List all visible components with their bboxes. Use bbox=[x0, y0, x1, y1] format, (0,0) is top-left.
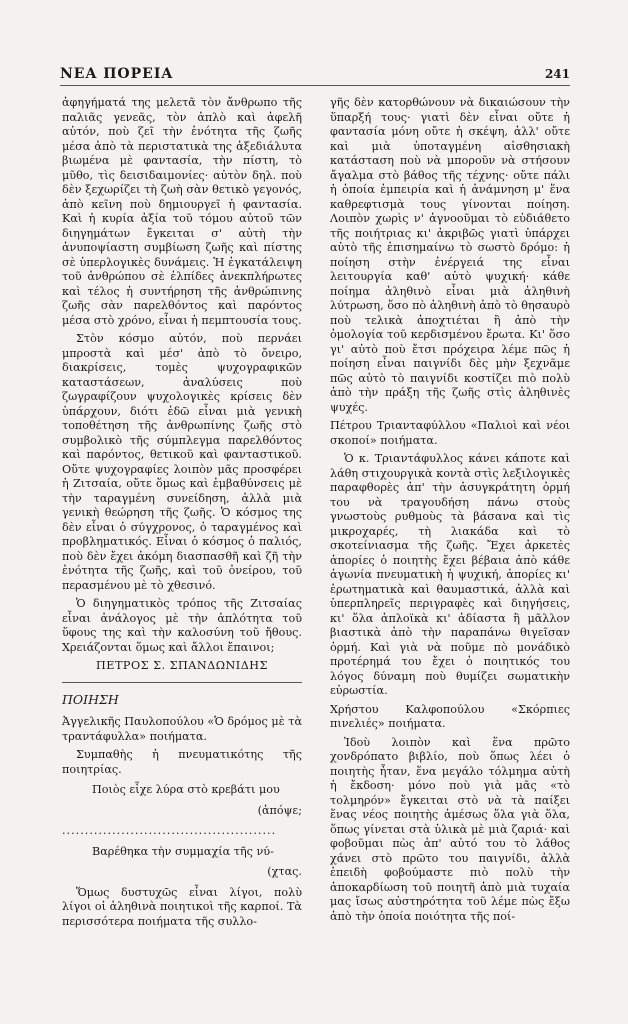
paragraph: γῆς δὲν κατορθώνουν νὰ δικαιώσουν τὴν ὕπαρξή τους· γιατὶ δὲν εἶναι οὔτε ἡ φαντασία μόνη οὔτε ἡ σκέψη, ἀλλ' οὔτε καὶ μιὰ ὑποταγμένη αἰσθησιακὴ κατάσταση ποὺ νὰ μποροῦν νὰ στήσουν ἄγαλμα στὸ βάθος τῆς τέχνης· οὔτε πάλι ἡ ὁποία ἐμπειρία καὶ ἡ ἀνάμνηση μ' ἕνα καθρεφτισμὰ τους γίνονται ποίηση. Λοιπὸν χωρὶς ν' ἀγνοοῦμαι τὸ εὐδιάθετο τῆς ποιήτριας κι' ἀκριβῶς γιατὶ ὑπάρχει αὐτὸ τῆς ἐπισημαίνω τὸ σωστὸ δρόμο: ἡ ποίηση στὴν ἐνέργειά της εἶναι λειτουργία καθ' αὐτὸ ψυχική· κάθε ποίημα ἀληθινὸ εἶναι μιὰ ἀληθινὴ λύτρωση, ὅσο πὸ ἀληθινὴ ἀπὸ τὸ θησαυρὸ ποὺ τελικὰ ἀποχτιέται ἢ ἀπὸ τὴν ὁμολογία τοῦ κερδισμένου ἔρωτα. Κι' ὅσο γι' αὐτὸ ποὺ ἔτσι πρόχειρα λέμε πῶς ἡ ποίηση εἶναι παιγνίδι δὲς μὴν ξεχνᾶμε πῶς αὐτὸ τὸ παιγνίδι κοστίζει πιὸ πολὺ ἀπὸ τὴν πράξη τῆς ζωῆς στὶς ἀληθινὲς ψυχές. bbox=[330, 96, 570, 414]
review-heading: Πέτρου Τριανταφύλλου «Παλιοὶ καὶ νέοι σκοποί» ποιήματα. bbox=[330, 419, 570, 447]
review-heading: Χρήστου Καλφοπούλου «Σκόρπιες πινελιές» ποιήματα. bbox=[330, 702, 570, 730]
paragraph: Ὁ κ. Τριαντάφυλλος κάνει κάποτε καὶ λάθη στιχουργικὰ κοντὰ στὶς λεξιλογικὲς παραφθορὲς ἀπ' τὴν ἀσυγκράτητη ὁρμή του νὰ τραγουδήση πάνω στοὺς γνωστοὺς ρυθμοὺς τὰ βάσανα καὶ τὶς μικροχαρές, τὴ λιακάδα καὶ τὸ σκοτείνιασμα τῆς ζωῆς. Ἔχει ἀρκετὲς ἀπορίες ὁ ποιητὴς ἔχει βέβαια ἀπὸ κάθε ἀγωνία πνευματικὴ ἡ ψυχική, ἀπορίες κι' ἐρωτηματικὰ καὶ θαυμαστικά, ἀλλὰ καὶ ὑπερπληρεῖς περιγραφὲς καὶ διηγήσεις, κι' ὅλα ἁπλοϊκὰ κι' ἀδίαστα ἢ μᾶλλον βιαστικὰ ἀπὸ τὴν παραπάνω θιγεῖσαν ὁρμή. Καὶ γιὰ νὰ ποῦμε πὸ μονάδικὸ προτέρημά του ἔχει ὁ ποιητικός του λόγος δύναμη ποὺ θυμίζει σωματικὴν εὐρωστία. bbox=[330, 452, 570, 697]
verse-line: Βαρέθηκα τὴν συμμαχία τῆς νύ- bbox=[92, 844, 274, 858]
section-heading: ΠΟΙΗΣΗ bbox=[62, 691, 119, 707]
page-header bbox=[60, 66, 570, 86]
author-signature: ΠΕΤΡΟΣ Σ. ΣΠΑΝΔΩΝΙΔΗΣ bbox=[96, 659, 268, 672]
paragraph: ἀφηγήματά της μελετᾶ τὸν ἄνθρωπο τῆς παλιᾶς γενεᾶς, τὸν ἁπλὸ καὶ ἀφελῆ αὐτόν, ποὺ ζεῖ τὴν ἑνότητα τῆς ζωῆς μέσα ἀπὸ τὰ περιστατικὰ της ἀξεδιάλυτα βιωμένα μὲ φαντασία, τὴν πίστη, τὸ μῦθο, τὶς δεισιδαιμονίες· αὐτὸν δηλ. ποὺ δὲν ξεχωρίζει τὴ ζωὴ σὰν θετικὸ γεγονός, ἀπὸ κεῖνη ποὺ δημιουργεῖ ἡ φαντασία. Καὶ ἡ κυρία ἀξία τοῦ τόμου αὐτοῦ τῶν διηγημάτων ἔγκειται σ' αὐτὴ τὴν ἀνυποψίαστη συμβίωση ζωῆς καὶ πίστης σὲ ὑπερλογικὲς δυνάμεις. Ἡ ἐγκατάλειψη τοῦ ἀνθρώπου σὲ ἐλπίδες ἀνεκπλήρωτες καὶ τέλος ἡ συντήρηση τῆς ἀνθρώπινης ζωῆς σὰν παρελθόντος καὶ παρόντος μέσα στὸ χρόνο, εἶναι ἡ πεμπτουσία τους. bbox=[62, 96, 302, 327]
paragraph: Ὅμως δυστυχῶς εἶναι λίγοι, πολὺ λίγοι οἱ ἀληθινὰ ποιητικοὶ τῆς καρποί. Τὰ περισσότερα ποιήματα τῆς συλλο- bbox=[62, 885, 302, 928]
paragraph: Στὸν κόσμο αὐτόν, ποὺ περνάει μπροστὰ καὶ μέσ' ἀπὸ τὸ ὄνειρο, διακρίσεις, τομὲς ψυχογραφικῶν καταστάσεων, ἀναλύσεις ποὺ ζωγραφίζουν ψυχολογικὲς κρίσεις δὲν ὑπάρχουν, διότι ἐδῶ εἶναι μιὰ γενικὴ τοποθέτηση τῆς ἀνθρωπίνης ζωῆς στὸ συμβολικὸ τῆς σύμπλεγμα παρελθόντος καὶ παρόντος, θετικοῦ καὶ φανταστικοῦ. Οὔτε ψυχογραφίες λοιπὸν μᾶς προσφέρει ἡ Ζιτσαία, οὔτε ὅμως καὶ ἐμβαθύνσεις μὲ τὴν ταραγμένη συνείδηση, ἀλλὰ μιὰ γενικὴ θεώρηση τῆς ζωῆς. Ὁ κόσμος της δὲν εἶναι ὁ σύγχρονος, ὁ ταραγμένος καὶ προβληματικός. Εἶναι ὁ κόσμος ὁ παλιός, ποὺ δὲν ἔχει ἀκόμη διασπασθῆ καὶ ζῆ τὴν ἑνότητα τῆς ζωῆς, καὶ τοῦ ὀνείρου, τοῦ περασμένου μὲ τὸ χθεσινό. bbox=[62, 332, 302, 592]
review-heading: Ἀγγελικῆς Παυλοπούλου «Ὁ δρόμος μὲ τὰ τραντάφυλλα» ποιήματα. bbox=[62, 715, 302, 743]
ellipsis-line: ............................................... bbox=[62, 824, 277, 837]
left-column bbox=[62, 96, 302, 1001]
right-column bbox=[330, 96, 570, 1001]
paragraph: Συμπαθὴς ἡ πνευματικότης τῆς ποιητρίας. bbox=[62, 748, 302, 776]
paragraph: Ἰδοὺ λοιπὸν καὶ ἕνα πρῶτο χονδρόπατο βιβλίο, ποὺ ὅπως λέει ὁ ποιητὴς ἦταν, ἕνα μεγάλο τόλμημα αὐτὴ ἡ ἔκδοση· μόνο ποὺ γιὰ μᾶς «τὸ τολμηρόν» ἔγκειται στὸ νὰ τὰ παίξει ἕνας νέος ποιητὴς ἀμέσως ὅλα γιὰ ὅλα, ὅπως γίνεται στὰ ὑλικὰ μὲ μιὰ ζαριά· καὶ φοβοῦμαι πὼς ἀπ' αὐτό του τὸ λάθος χάνει στὸ πρῶτο του παιγνίδι, ἀλλὰ ἐπειδὴ φοβούμαστε πιὸ πολὺ τὴν ἀποκαρδίωση τοῦ ποιητῆ ἀπὸ μιὰ τυχαία μας ἴσως αὐστηρότητα τοῦ λέμε πὼς ἔξω ἀπὸ τὴν ὁποία ποιότητα τῆς ποί- bbox=[330, 735, 570, 923]
page-number: 241 bbox=[544, 67, 570, 81]
verse-line-continuation: (ἀπόψε; bbox=[257, 803, 302, 817]
paragraph: Ὁ διηγηματικὸς τρόπος τῆς Ζιτσαίας εἶναι ἀνάλογος μὲ τὴν ἁπλότητα τοῦ ὕφους της καὶ τὴν καλοσύνη τοῦ ἤθους. Χρειάζονται ὅμως καὶ ἄλλοι ἔπαινοι; bbox=[62, 597, 302, 654]
running-title: ΝΕΑ ΠΟΡΕΙΑ bbox=[60, 66, 174, 82]
section-divider bbox=[62, 682, 302, 683]
verse-line: Ποιὸς εἶχε λύρα στὸ κρεβάτι μου bbox=[92, 783, 280, 796]
verse-line-continuation: (χτας. bbox=[267, 865, 302, 878]
